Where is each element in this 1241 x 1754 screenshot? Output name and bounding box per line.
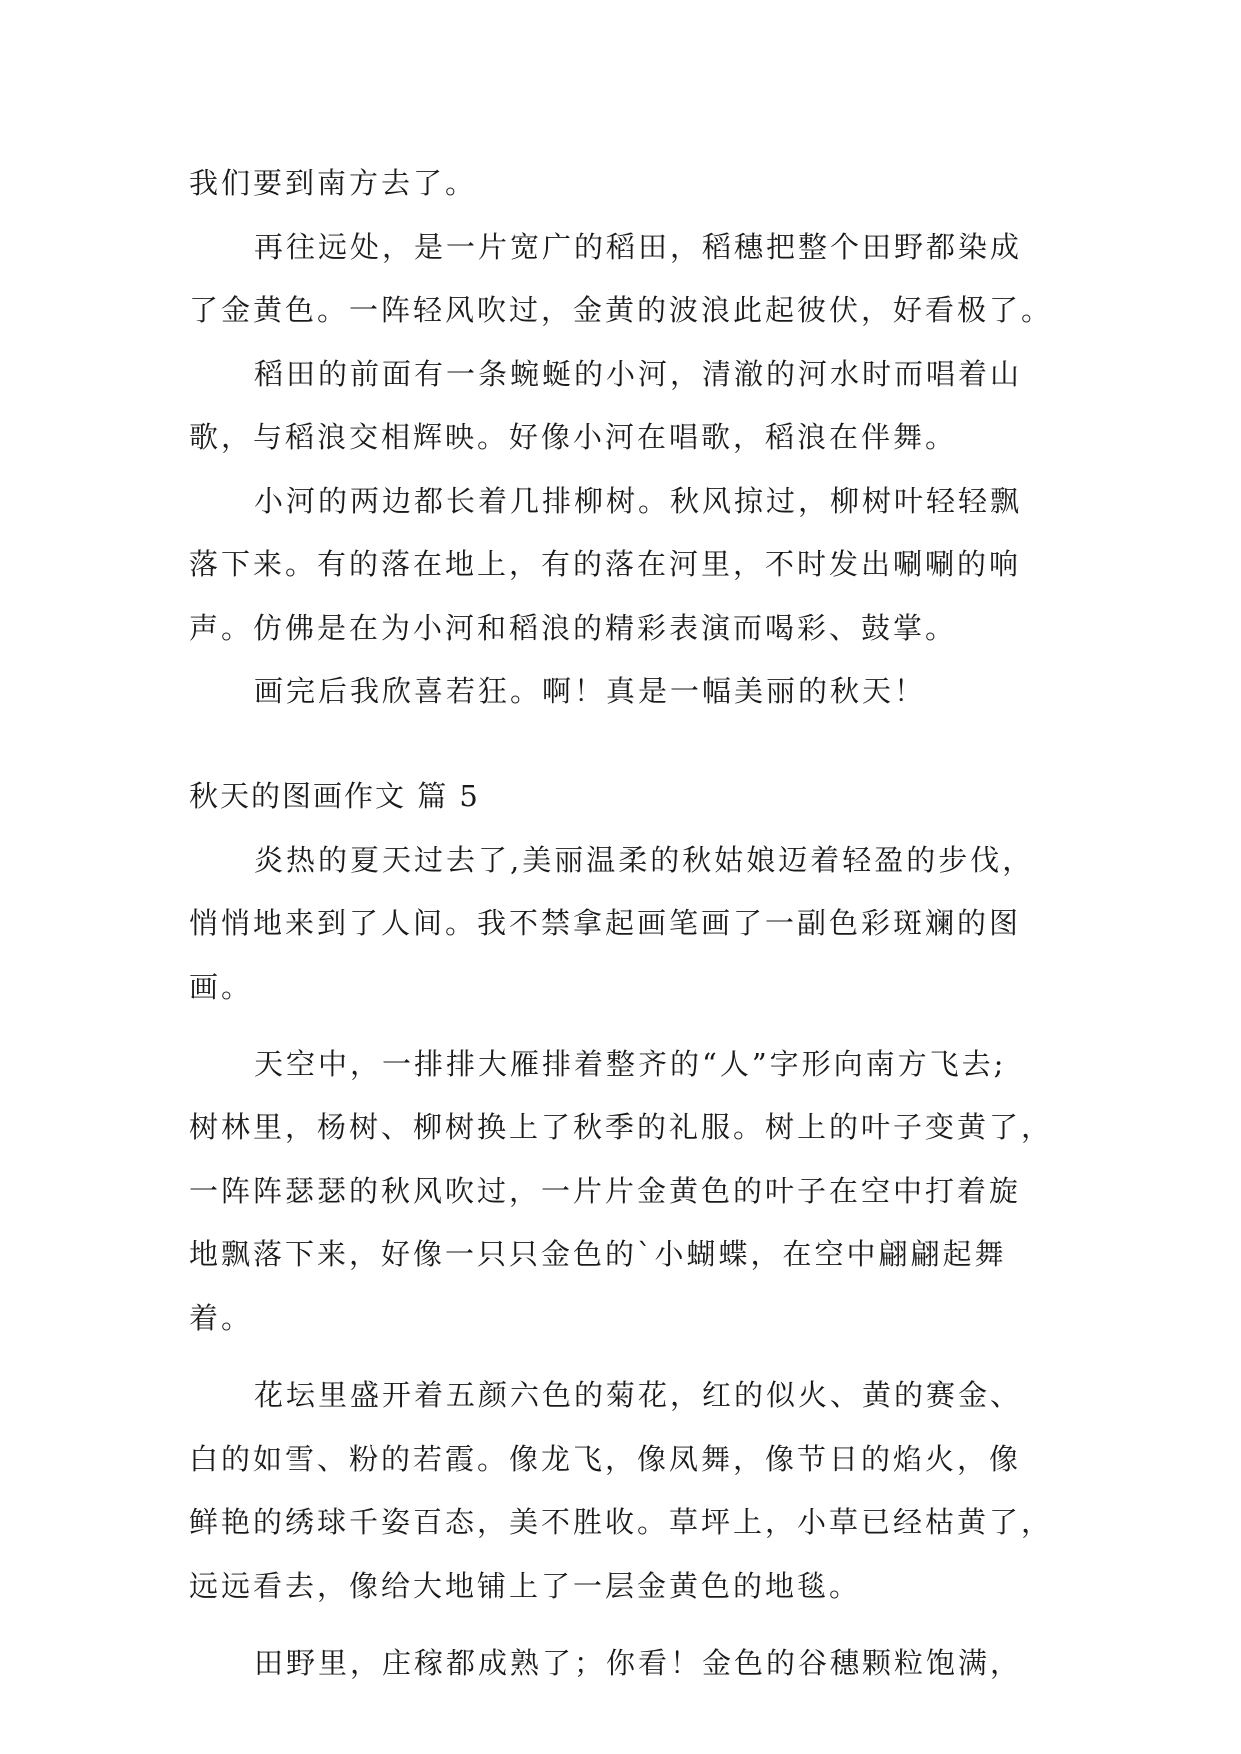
- text-line: 白的如雪、粉的若霞。像龙飞，像凤舞，像节日的焰火，像: [189, 1442, 1022, 1476]
- text-line: 了金黄色。一阵轻风吹过，金黄的波浪此起彼伏，好看极了。: [189, 293, 1054, 327]
- text-line: 悄悄地来到了人间。我不禁拿起画笔画了一副色彩斑斓的图: [189, 906, 1022, 940]
- text-line: 着。: [189, 1301, 254, 1335]
- text-line: 地飘落下来，好像一只只金色的`小蝴蝶，在空中翩翩起舞: [189, 1237, 1007, 1271]
- text-line: 天空中，一排排大雁排着整齐的“人”字形向南方飞去;: [254, 1047, 1007, 1081]
- text-line: 小河的两边都长着几排柳树。秋风掠过，柳树叶轻轻飘: [254, 484, 1023, 518]
- text-line: 稻田的前面有一条蜿蜒的小河，清澈的河水时而唱着山: [254, 357, 1023, 391]
- section-heading: 秋天的图画作文 篇 5: [189, 779, 480, 813]
- text-line: 树林里，杨树、柳树换上了秋季的礼服。树上的叶子变黄了，: [189, 1110, 1054, 1144]
- text-line: 炎热的夏天过去了,美丽温柔的秋姑娘迈着轻盈的步伐，: [254, 843, 1035, 877]
- text-line: 歌，与稻浪交相辉映。好像小河在唱歌，稻浪在伴舞。: [189, 420, 958, 454]
- text-line: 再往远处，是一片宽广的稻田，稻穗把整个田野都染成: [254, 230, 1023, 264]
- text-line: 声。仿佛是在为小河和稻浪的精彩表演而喝彩、鼓掌。: [189, 611, 958, 645]
- text-line: 落下来。有的落在地上，有的落在河里，不时发出唰唰的响: [189, 547, 1022, 581]
- text-line: 画。: [189, 970, 254, 1004]
- text-line: 我们要到南方去了。: [189, 166, 478, 200]
- text-line: 远远看去，像给大地铺上了一层金黄色的地毯。: [189, 1569, 862, 1603]
- text-line: 画完后我欣喜若狂。啊！真是一幅美丽的秋天！: [254, 674, 927, 708]
- text-line: 鲜艳的绣球千姿百态，美不胜收。草坪上，小草已经枯黄了，: [189, 1505, 1054, 1539]
- text-line: 花坛里盛开着五颜六色的菊花，红的似火、黄的赛金、: [254, 1378, 1023, 1412]
- text-line: 田野里，庄稼都成熟了；你看！金色的谷穗颗粒饱满，: [254, 1646, 1023, 1680]
- text-line: 一阵阵瑟瑟的秋风吹过，一片片金黄色的叶子在空中打着旋: [189, 1174, 1022, 1208]
